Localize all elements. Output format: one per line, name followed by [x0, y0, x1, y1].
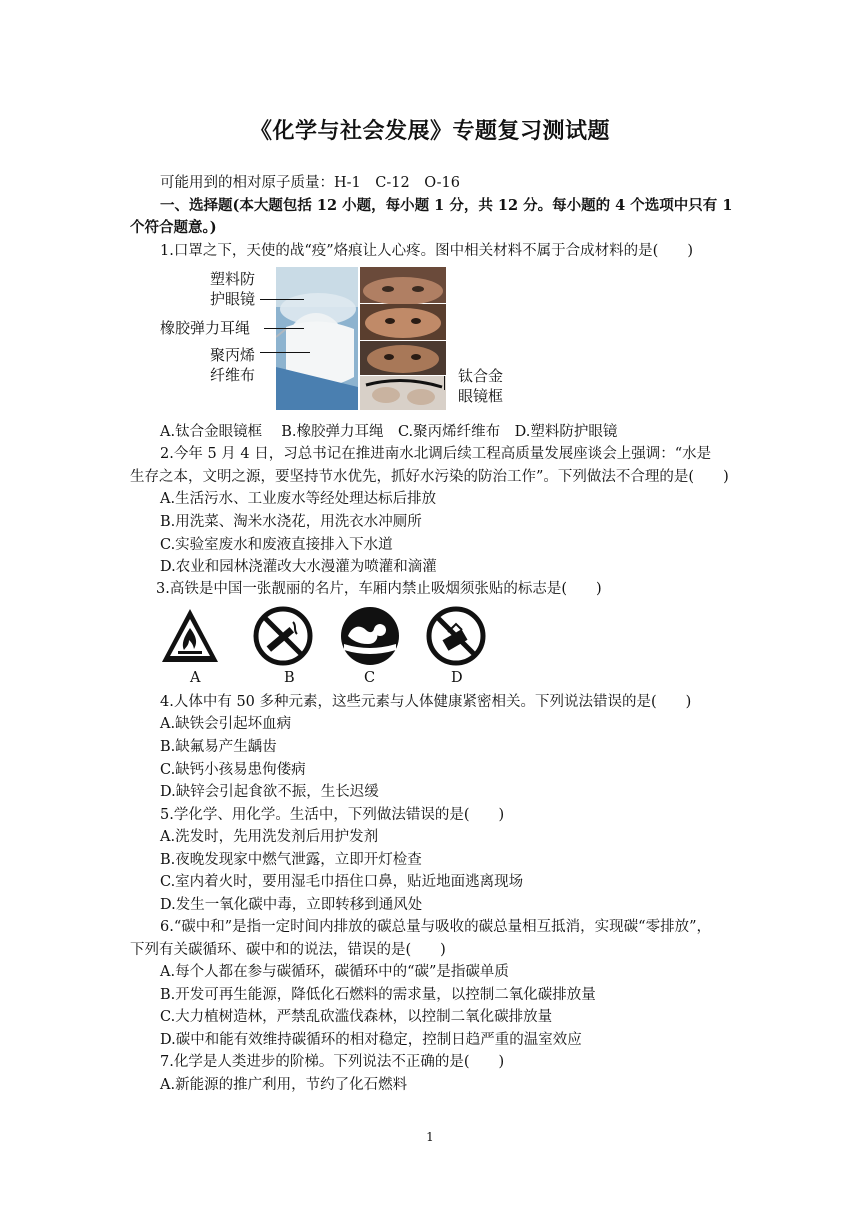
- question-2-option-b: B.用洗菜、淘米水浇花，用洗衣水冲厕所: [160, 514, 422, 530]
- label-goggles-1: 塑料防: [210, 270, 256, 288]
- question-2-stem: 2.今年 5 月 4 日，习总书记在推进南水北调后续工程高质量发展座谈会上强调：“水是: [160, 446, 712, 462]
- label-frame-2: 眼镜框: [458, 387, 504, 405]
- question-4-option-d: D.缺锌会引起食欲不振，生长迟缓: [160, 784, 379, 800]
- label-ear-rope: 橡胶弹力耳绳: [160, 319, 251, 337]
- question-1-stem: 1.口罩之下，天使的战“疫”烙痕让人心疼。图中相关材料不属于合成材料的是( ): [160, 243, 693, 259]
- question-1-options: A.钛合金眼镜框 B.橡胶弹力耳绳 C.聚丙烯纤维布 D.塑料防护眼镜: [160, 424, 618, 440]
- question-2-option-c: C.实验室废水和废液直接排入下水道: [160, 537, 393, 553]
- question-7-option-a: A.新能源的推广利用，节约了化石燃料: [160, 1077, 408, 1093]
- section-heading: 一、选择题(本大题包括 12 小题，每小题 1 分，共 12 分。每小题的 4 个选项中只有 1: [160, 197, 733, 214]
- leader-line: [444, 376, 445, 390]
- question-3-signs: [160, 606, 500, 668]
- question-6-option-c: C.大力植树造林，严禁乱砍滥伐森林，以控制二氧化碳排放量: [160, 1009, 553, 1025]
- flammable-warning-icon: [160, 606, 220, 666]
- section-heading-cont: 个符合题意。): [130, 219, 217, 236]
- question-5-option-d: D.发生一氧化碳中毒，立即转移到通风处: [160, 897, 423, 913]
- label-fiber-2: 纤维布: [210, 366, 256, 384]
- question-2-option-d: D.农业和园林浇灌改大水漫灌为喷灌和滴灌: [160, 559, 437, 575]
- leader-line: [260, 299, 304, 300]
- question-6-option-b: B.开发可再生能源，降低化石燃料的需求量，以控制二氧化碳排放量: [160, 987, 596, 1003]
- sign-label-b: B: [284, 670, 295, 686]
- question-5-option-c: C.室内着火时，要用湿毛巾捂住口鼻，贴近地面逃离现场: [160, 874, 524, 890]
- question-2-stem-cont: 生存之本，文明之源，要坚持节水优先，抓好水污染的防治工作”。下列做法不合理的是( ): [130, 469, 729, 485]
- question-2-option-a: A.生活污水、工业废水等经处理达标后排放: [160, 491, 437, 507]
- question-6-stem-cont: 下列有关碳循环、碳中和的说法，错误的是( ): [130, 942, 446, 958]
- question-4-option-b: B.缺氟易产生龋齿: [160, 739, 277, 755]
- sign-label-d: D: [451, 670, 463, 686]
- label-frame-1: 钛合金: [458, 367, 504, 385]
- question-3-stem: 3.高铁是中国一张靓丽的名片，车厢内禁止吸烟须张贴的标志是( ): [156, 581, 602, 597]
- atomic-mass-note: 可能用到的相对原子质量：H-1 C-12 O-16: [160, 175, 460, 191]
- question-6-option-a: A.每个人都在参与碳循环，碳循环中的“碳”是指碳单质: [160, 964, 509, 980]
- page-title: 《化学与社会发展》专题复习测试题: [249, 118, 610, 144]
- question-7-stem: 7.化学是人类进步的阶梯。下列说法不正确的是( ): [160, 1054, 505, 1070]
- question-4-option-a: A.缺铁会引起坏血病: [160, 716, 292, 732]
- label-fiber-1: 聚丙烯: [210, 346, 256, 364]
- question-4-stem: 4.人体中有 50 多种元素，这些元素与人体健康紧密相关。下列说法错误的是( ): [160, 694, 692, 710]
- medical-staff-photo: [276, 267, 446, 410]
- question-6-stem: 6.“碳中和”是指一定时间内排放的碳总量与吸收的碳总量相互抵消，实现碳“零排放”，: [160, 919, 711, 935]
- question-5-option-b: B.夜晚发现家中燃气泄露，立即开灯检查: [160, 852, 422, 868]
- question-6-option-d: D.碳中和能有效维持碳循环的相对稳定，控制日趋严重的温室效应: [160, 1032, 582, 1048]
- sign-label-c: C: [364, 670, 376, 686]
- page-number: 1: [426, 1130, 434, 1144]
- sign-label-a: A: [190, 670, 201, 686]
- water-saving-icon: [340, 606, 400, 666]
- leader-line: [260, 352, 310, 353]
- label-goggles-2: 护眼镜: [210, 290, 256, 308]
- question-5-stem: 5.学化学、用化学。生活中，下列做法错误的是( ): [160, 807, 505, 823]
- question-1-figure: [160, 265, 520, 415]
- no-smoking-icon: [253, 606, 313, 666]
- question-5-option-a: A.洗发时，先用洗发剂后用护发剂: [160, 829, 379, 845]
- question-4-option-c: C.缺钙小孩易患佝偻病: [160, 762, 306, 778]
- no-open-flame-icon: [426, 606, 486, 666]
- leader-line: [264, 328, 304, 329]
